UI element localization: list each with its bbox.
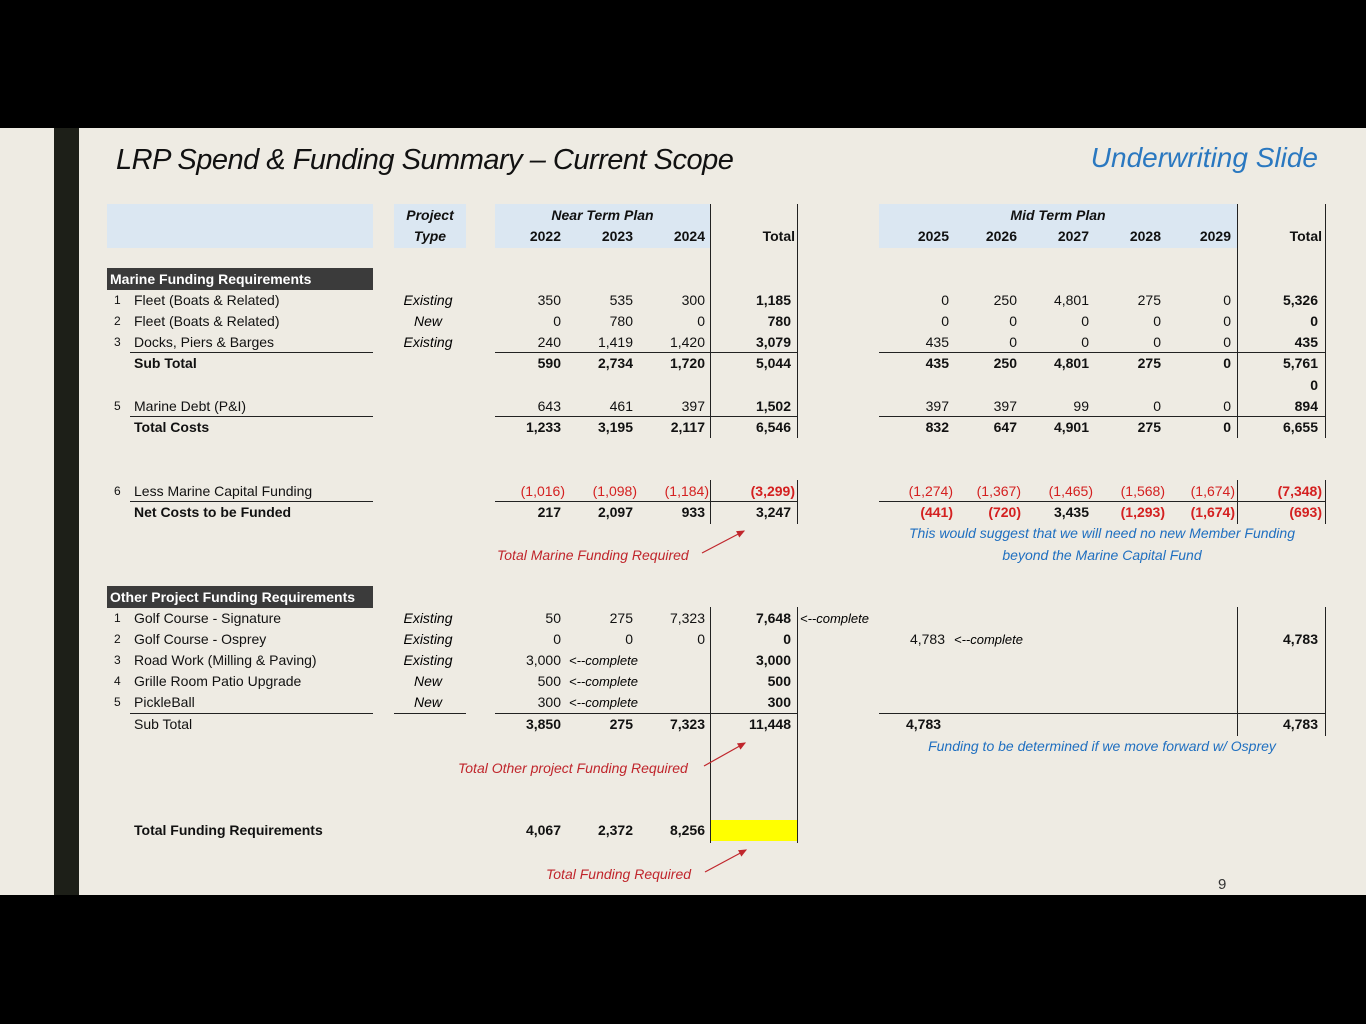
marine-total-costs-near-total: 6,546	[755, 419, 791, 435]
marine-less-funding-near-0: (1,016)	[520, 483, 565, 499]
header-near-term: Near Term Plan	[551, 207, 654, 223]
marine-net-costs-near-1: 2,097	[597, 504, 633, 520]
marine-row-2-mid-1: 0	[1009, 313, 1017, 329]
marine-subtotal-mid-2: 4,801	[1053, 355, 1089, 371]
other-row-3-near-total: 3,000	[755, 652, 791, 668]
note-total-required: Total Funding Required	[546, 866, 692, 882]
marine-row-3-mid-3: 0	[1153, 334, 1161, 350]
marine-net-costs-mid-1: (720)	[988, 504, 1021, 520]
year-header-mid-total: Total	[1289, 228, 1322, 244]
other-row-3-near-0: 3,000	[525, 652, 561, 668]
marine-row-3-near-total: 3,079	[755, 334, 791, 350]
year-header-2022: 2022	[529, 228, 561, 244]
marine-subtotal-near-total: 5,044	[755, 355, 791, 371]
other-row-1-label: Golf Course - Signature	[134, 610, 282, 626]
other-row-1-near-0: 50	[545, 610, 561, 626]
marine-row-2-mid-total: 0	[1310, 313, 1318, 329]
marine-less-funding-near-total: (3,299)	[750, 483, 795, 499]
slide	[0, 128, 1366, 895]
marine-total-costs-mid-1: 647	[993, 419, 1017, 435]
other-row-1-near-total: 7,648	[755, 610, 791, 626]
marine-debt-mid-total: 894	[1294, 398, 1318, 414]
year-header-2027: 2027	[1057, 228, 1089, 244]
marine-less-funding-near-1: (1,098)	[592, 483, 637, 499]
marine-row-2-type: New	[413, 313, 442, 329]
other-row-4-index: 4	[114, 674, 121, 688]
marine-row-1-mid-1: 250	[993, 292, 1017, 308]
other-row-3-near-note: <--complete	[569, 653, 638, 668]
marine-row-3-near-1: 1,419	[597, 334, 633, 350]
marine-row-3-near-2: 1,420	[669, 334, 705, 350]
marine-subtotal-mid-4: 0	[1223, 355, 1231, 371]
marine-total-costs-near-0: 1,233	[525, 419, 561, 435]
other-row-5-index: 5	[114, 695, 121, 709]
other-row-1-near-2: 7,323	[669, 610, 705, 626]
other-row-4-label: Grille Room Patio Upgrade	[134, 673, 302, 689]
marine-debt-label: Marine Debt (P&I)	[134, 398, 247, 414]
other-row-5-near-0: 300	[537, 694, 561, 710]
marine-row-1-near-0: 350	[537, 292, 561, 308]
page-number: 9	[1218, 876, 1227, 893]
note-blue-2: beyond the Marine Capital Fund	[1002, 547, 1202, 563]
marine-row-3-mid-0: 435	[925, 334, 949, 350]
marine-row-2-near-1: 780	[609, 313, 633, 329]
marine-row-1-near-2: 300	[681, 292, 705, 308]
other-subtotal-near-0: 3,850	[525, 716, 561, 732]
marine-less-funding-mid-2: (1,465)	[1048, 483, 1093, 499]
marine-less-funding-mid-0: (1,274)	[908, 483, 953, 499]
marine-row-1-near-1: 535	[609, 292, 633, 308]
slide-title: LRP Spend & Funding Summary – Current Scope	[116, 144, 734, 176]
marine-net-costs-near-0: 217	[537, 504, 561, 520]
marine-row-3-near-0: 240	[537, 334, 561, 350]
marine-row-3-type: Existing	[403, 334, 453, 350]
year-header-2025: 2025	[917, 228, 949, 244]
other-row-5-type: New	[413, 694, 442, 710]
year-header-2028: 2028	[1129, 228, 1161, 244]
marine-net-costs-near-2: 933	[681, 504, 705, 520]
slide-subtitle: Underwriting Slide	[1090, 142, 1318, 173]
other-row-3-index: 3	[114, 653, 121, 667]
marine-subtotal-near-1: 2,734	[597, 355, 633, 371]
grand-total-near-1: 2,372	[597, 822, 633, 838]
marine-debt-mid-0: 397	[925, 398, 949, 414]
marine-row-1-mid-0: 0	[941, 292, 949, 308]
marine-total-costs-near-1: 3,195	[597, 419, 633, 435]
marine-subtotal-mid-total: 5,761	[1282, 355, 1318, 371]
note-blue-1: This would suggest that we will need no new Member Funding	[909, 525, 1295, 541]
marine-row-3-label: Docks, Piers & Barges	[134, 334, 275, 350]
marine-debt-index: 5	[114, 399, 121, 413]
marine-row-3-index: 3	[114, 335, 121, 349]
marine-less-funding-mid-total: (7,348)	[1277, 483, 1322, 499]
other-row-1-index: 1	[114, 611, 121, 625]
header-type: Type	[413, 228, 447, 244]
marine-row-2-mid-3: 0	[1153, 313, 1161, 329]
marine-row-2-mid-2: 0	[1081, 313, 1089, 329]
other-row-1-type: Existing	[403, 610, 453, 626]
note-osprey-funding: Funding to be determined if we move forward w/ Osprey	[928, 738, 1276, 754]
marine-debt-mid-4: 0	[1223, 398, 1231, 414]
header-project: Project	[406, 207, 454, 223]
other-row-1-after-total-note: <--complete	[800, 611, 869, 626]
year-header-2023: 2023	[601, 228, 633, 244]
year-header-2029: 2029	[1199, 228, 1231, 244]
arrow-other	[704, 743, 745, 766]
marine-less-funding-mid-3: (1,568)	[1120, 483, 1165, 499]
marine-net-costs-label: Net Costs to be Funded	[134, 504, 292, 520]
header-mid-term: Mid Term Plan	[1010, 207, 1106, 223]
marine-row-1-mid-total: 5,326	[1282, 292, 1318, 308]
note-marine-required: Total Marine Funding Required	[497, 547, 689, 563]
marine-debt-near-2: 397	[681, 398, 705, 414]
marine-debt-near-0: 643	[537, 398, 561, 414]
other-row-5-near-total: 300	[767, 694, 791, 710]
other-row-5-label: PickleBall	[134, 694, 195, 710]
other-row-2-label: Golf Course - Osprey	[134, 631, 267, 647]
other-subtotal-mid-first: 4,783	[906, 716, 942, 732]
year-header-2026: 2026	[985, 228, 1017, 244]
marine-subtotal-near-2: 1,720	[669, 355, 705, 371]
year-header-2024: 2024	[673, 228, 705, 244]
marine-less-funding-label: Less Marine Capital Funding	[134, 483, 313, 499]
marine-net-costs-mid-3: (1,293)	[1120, 504, 1165, 520]
marine-debt-mid-2: 99	[1073, 398, 1089, 414]
other-row-2-mid-first: 4,783	[909, 631, 945, 647]
marine-total-costs-mid-2: 4,901	[1053, 419, 1089, 435]
marine-net-costs-mid-2: 3,435	[1053, 504, 1089, 520]
marine-row-2-index: 2	[114, 314, 121, 328]
other-row-4-type: New	[413, 673, 442, 689]
note-other-required: Total Other project Funding Required	[458, 760, 688, 776]
other-row-1-near-1: 275	[609, 610, 633, 626]
marine-subtotal-label: Sub Total	[134, 355, 197, 371]
other-row-3-label: Road Work (Milling & Paving)	[134, 652, 317, 668]
marine-net-costs-near-total: 3,247	[755, 504, 791, 520]
arrow-marine	[702, 531, 744, 553]
other-subtotal-near-1: 275	[609, 716, 633, 732]
marine-row-1-index: 1	[114, 293, 121, 307]
marine-debt-mid-1: 397	[993, 398, 1017, 414]
other-row-2-near-0: 0	[553, 631, 561, 647]
marine-row-3-mid-1: 0	[1009, 334, 1017, 350]
marine-subtotal-near-0: 590	[537, 355, 561, 371]
marine-debt-near-total: 1,502	[755, 398, 791, 414]
other-subtotal-near-total: 11,448	[748, 716, 791, 732]
marine-total-costs-mid-3: 275	[1137, 419, 1161, 435]
marine-row-2-mid-0: 0	[941, 313, 949, 329]
marine-net-costs-mid-4: (1,674)	[1190, 504, 1235, 520]
marine-row-2-near-total: 780	[767, 313, 791, 329]
other-row-2-mid-note: <--complete	[954, 632, 1023, 647]
other-subtotal-near-2: 7,323	[669, 716, 705, 732]
marine-net-costs-mid-0: (441)	[920, 504, 953, 520]
marine-row-1-mid-3: 275	[1137, 292, 1161, 308]
other-row-2-near-1: 0	[625, 631, 633, 647]
marine-total-costs-mid-total: 6,655	[1282, 419, 1318, 435]
marine-row-3-mid-2: 0	[1081, 334, 1089, 350]
grand-total-label: Total Funding Requirements	[134, 822, 323, 838]
year-header-near-total: Total	[762, 228, 795, 244]
marine-extra-zero: 0	[1310, 377, 1318, 393]
marine-row-2-mid-4: 0	[1223, 313, 1231, 329]
marine-subtotal-mid-0: 435	[925, 355, 949, 371]
marine-debt-mid-3: 0	[1153, 398, 1161, 414]
marine-less-funding-mid-1: (1,367)	[976, 483, 1021, 499]
marine-total-costs-mid-0: 832	[925, 419, 949, 435]
other-row-2-type: Existing	[403, 631, 453, 647]
other-row-2-mid-total: 4,783	[1282, 631, 1318, 647]
marine-less-funding-near-2: (1,184)	[664, 483, 709, 499]
other-row-4-near-total: 500	[767, 673, 791, 689]
other-row-4-near-0: 500	[537, 673, 561, 689]
marine-row-2-label: Fleet (Boats & Related)	[134, 313, 280, 329]
marine-net-costs-mid-total: (693)	[1289, 504, 1322, 520]
other-row-4-near-note: <--complete	[569, 674, 638, 689]
marine-row-2-near-2: 0	[697, 313, 705, 329]
grand-total-near-2: 8,256	[669, 822, 705, 838]
marine-row-2-near-0: 0	[553, 313, 561, 329]
other-row-3-type: Existing	[403, 652, 453, 668]
marine-row-3-mid-4: 0	[1223, 334, 1231, 350]
marine-subtotal-mid-3: 275	[1137, 355, 1161, 371]
marine-total-costs-mid-4: 0	[1223, 419, 1231, 435]
marine-subtotal-mid-1: 250	[993, 355, 1017, 371]
marine-row-1-mid-2: 4,801	[1053, 292, 1089, 308]
marine-total-costs-label: Total Costs	[134, 419, 210, 435]
marine-section-label: Marine Funding Requirements	[107, 268, 373, 290]
arrow-total	[705, 850, 746, 872]
other-row-5-near-note: <--complete	[569, 695, 638, 710]
other-row-2-index: 2	[114, 632, 121, 646]
marine-total-costs-near-2: 2,117	[670, 419, 705, 435]
marine-row-1-mid-4: 0	[1223, 292, 1231, 308]
other-row-2-near-total: 0	[783, 631, 791, 647]
marine-row-1-near-total: 1,185	[755, 292, 791, 308]
other-section-label: Other Project Funding Requirements	[107, 586, 373, 608]
other-subtotal-label: Sub Total	[134, 716, 193, 732]
marine-less-funding-index: 6	[114, 484, 121, 498]
marine-row-3-mid-total: 435	[1294, 334, 1318, 350]
marine-row-1-type: Existing	[403, 292, 453, 308]
marine-row-1-label: Fleet (Boats & Related)	[134, 292, 280, 308]
other-row-2-near-2: 0	[697, 631, 705, 647]
other-subtotal-mid-total: 4,783	[1282, 716, 1318, 732]
grand-total-near-0: 4,067	[525, 822, 561, 838]
marine-less-funding-mid-4: (1,674)	[1190, 483, 1235, 499]
marine-debt-near-1: 461	[609, 398, 633, 414]
